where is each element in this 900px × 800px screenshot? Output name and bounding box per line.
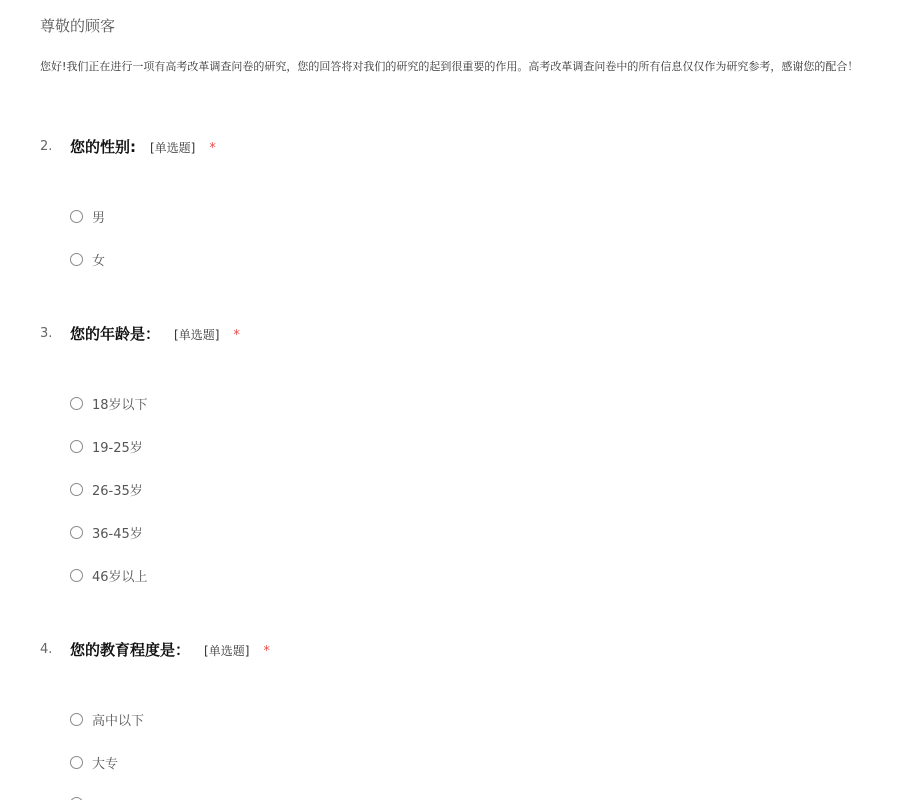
radio-button[interactable]: [70, 397, 83, 410]
question-number: 4.: [40, 642, 53, 657]
intro-text: 您好!我们正在进行一项有高考改革调查问卷的研究，您的回答将对我们的研究的起到很重要的作用。高考改革调查问卷中的所有信息仅仅作为研究参考，感谢您的配合！: [40, 60, 859, 73]
option-next-partial[interactable]: [70, 794, 83, 800]
question-header: [0, 639, 900, 661]
option-19-25[interactable]: [70, 437, 143, 455]
radio-button[interactable]: [70, 440, 83, 453]
option-36-45[interactable]: [70, 523, 143, 541]
option-label: 男: [92, 210, 106, 226]
option-label: 19-25岁: [92, 440, 143, 456]
option-female[interactable]: [70, 250, 105, 268]
option-26-35[interactable]: [70, 480, 143, 498]
question-title: 您的性别:: [70, 138, 136, 156]
radio-button[interactable]: [70, 756, 83, 769]
question-number: 3.: [40, 326, 53, 341]
option-label: 大专: [92, 756, 119, 772]
question-title-group: [70, 136, 216, 157]
option-label: 高中以下: [92, 713, 145, 729]
required-marker: *: [263, 644, 270, 659]
question-type-label: [单选题]: [204, 644, 250, 658]
question-title-group: [70, 323, 240, 344]
question-title-group: [70, 639, 270, 660]
option-label: 46岁以上: [92, 569, 148, 585]
option-junior-college[interactable]: [70, 753, 118, 771]
option-label: 女: [92, 253, 106, 269]
question-header: [0, 136, 900, 158]
radio-button[interactable]: [70, 569, 83, 582]
question-title: 您的年龄是：: [70, 325, 161, 343]
radio-button[interactable]: [70, 483, 83, 496]
required-marker: *: [233, 328, 240, 343]
radio-button[interactable]: [70, 210, 83, 223]
question-type-label: [单选题]: [174, 328, 220, 342]
required-marker: *: [209, 141, 216, 156]
question-type-label: [单选题]: [150, 141, 196, 155]
radio-button[interactable]: [70, 253, 83, 266]
option-46-plus[interactable]: [70, 566, 148, 584]
question-header: [0, 323, 900, 345]
option-label: 26-35岁: [92, 483, 143, 499]
question-number: 2.: [40, 139, 53, 154]
greeting-title: 尊敬的顾客: [40, 17, 116, 35]
radio-button[interactable]: [70, 797, 83, 800]
radio-button[interactable]: [70, 526, 83, 539]
radio-button[interactable]: [70, 713, 83, 726]
option-under-18[interactable]: [70, 394, 148, 412]
option-label: 36-45岁: [92, 526, 143, 542]
option-below-high-school[interactable]: [70, 710, 144, 728]
option-male[interactable]: [70, 207, 105, 225]
option-label: 18岁以下: [92, 397, 148, 413]
question-title: 您的教育程度是：: [70, 641, 191, 659]
